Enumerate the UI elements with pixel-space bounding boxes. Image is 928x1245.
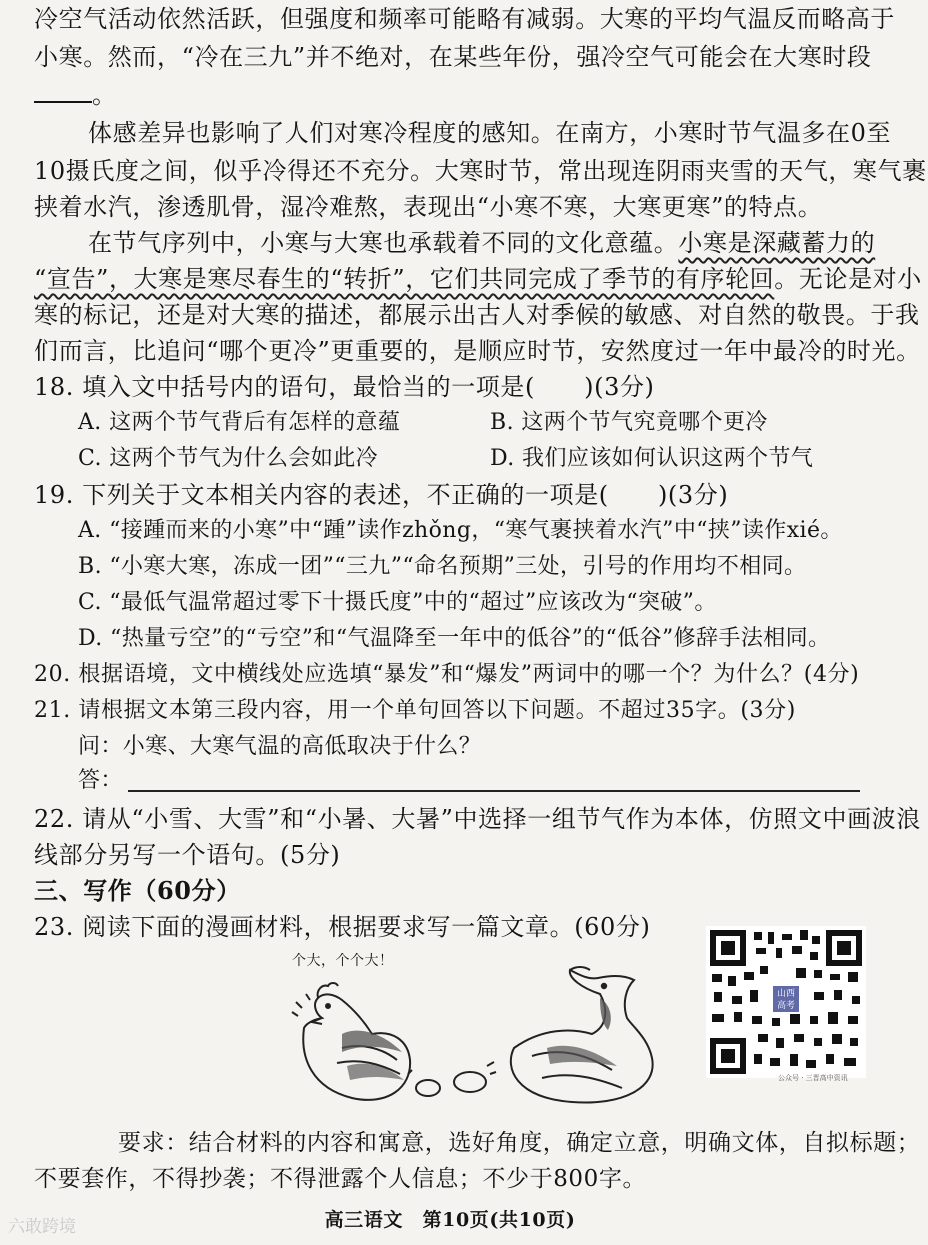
q19-option-b: B. “小寒大寒，冻成一团”“三九”“命名预期”三处，引号的作用均不相同。 xyxy=(78,554,807,579)
question-18: 18. 填入文中括号内的语句，最恰当的一项是( )(3分) xyxy=(34,373,655,401)
question-22: 22. 请从“小雪、大雪”和“小暑、大暑”中选择一组节气作为本体，仿照文中画波浪 xyxy=(34,805,921,833)
question-19: 19. 下列关于文本相关内容的表述，不正确的一项是( )(3分) xyxy=(34,481,729,509)
goose-drawing xyxy=(511,967,653,1103)
q19-option-d: D. “热量亏空”的“亏空”和“气温降至一年中的低谷”的“低谷”修辞手法相同。 xyxy=(78,626,831,651)
paragraph-line: 们而言，比追问“哪个更冷”更重要的，是顺应时节，安然度过一年中最冷的时光。 xyxy=(34,337,921,365)
q19-option-c: C. “最低气温常超过零下十摄氏度”中的“超过”应该改为“突破”。 xyxy=(78,590,717,615)
writing-requirement-cont: 不要套作，不得抄袭；不得泄露个人信息；不少于800字。 xyxy=(34,1166,647,1192)
paragraph-text: 。无论是对小 xyxy=(774,265,922,293)
fill-blank xyxy=(34,81,92,103)
q18-option-d: D. 我们应该如何认识这两个节气 xyxy=(490,446,814,471)
q21-answer-label: 答： xyxy=(78,768,123,793)
writing-requirement: 要求：结合材料的内容和寓意，选好角度，确定立意，明确文体，自拟标题； xyxy=(118,1130,921,1156)
paragraph-line xyxy=(34,80,874,110)
q18-option-c: C. 这两个节气为什么会如此冷 xyxy=(78,446,379,471)
question-22-cont: 线部分另写一个语句。(5分) xyxy=(34,841,341,869)
qr-caption: 公众号 · 三晋高中资讯 xyxy=(778,1074,848,1082)
paragraph-text: 在节气序列中，小寒与大寒也承载着不同的文化意蕴。 xyxy=(88,229,679,257)
wavy-underlined-text: 小寒是深藏蓄力的 xyxy=(678,229,876,257)
paragraph-line xyxy=(88,228,928,258)
paragraph-line: 10摄氏度之间，似乎冷得还不充分。大寒时节，常出现连阴雨夹雪的天气，寒气裹 xyxy=(34,157,927,185)
paragraph-line: 体感差异也影响了人们对寒冷程度的感知。在南方，小寒时节气温多在0至 xyxy=(88,119,892,147)
paragraph-line: 冷空气活动依然活跃，但强度和频率可能略有减弱。大寒的平均气温反而略高于 xyxy=(34,5,895,33)
question-23: 23. 阅读下面的漫画材料，根据要求写一篇文章。(60分) xyxy=(34,913,651,941)
q18-option-a: A. 这两个节气背后有怎样的意蕴 xyxy=(78,410,401,435)
answer-line[interactable] xyxy=(128,790,860,792)
question-20: 20. 根据语境，文中横线处应选填“暴发”和“爆发”两词中的哪一个？为什么？(4分) xyxy=(34,662,860,687)
cartoon-hen-and-goose xyxy=(282,948,662,1108)
section-title-writing: 三、写作（60分） xyxy=(34,876,241,905)
wavy-underlined-text: “宣告”，大寒是寒尽春生的“转折”，它们共同完成了季节的有序轮回 xyxy=(34,265,775,293)
qr-center-logo: 山西高考 xyxy=(771,984,801,1014)
question-21: 21. 请根据文本第三段内容，用一个单句回答以下问题。不超过35字。(3分) xyxy=(34,698,796,723)
hen-feathers xyxy=(342,1031,404,1080)
watermark: 六敢跨境 xyxy=(8,1217,76,1237)
paragraph-line: 小寒。然而，“冷在三九”并不绝对，在某些年份，强冷空气可能会在大寒时段 xyxy=(34,43,872,71)
paragraph-line: 寒的标记，还是对大寒的描述，都展示出古人对季候的敏感、对自然的敬畏。于我 xyxy=(34,301,920,329)
page-footer: 高三语文 第10页(共10页) xyxy=(324,1209,576,1231)
period: 。 xyxy=(92,81,117,109)
egg-small xyxy=(408,1062,496,1096)
q21-question: 问：小寒、大寒气温的高低取决于什么？ xyxy=(78,734,482,759)
q19-option-a: A. “接踵而来的小寒”中“踵”读作zhǒng，“寒气裹挟着水汽”中“挟”读作xié。 xyxy=(78,518,843,543)
paragraph-line xyxy=(34,264,922,294)
q18-option-b: B. 这两个节气究竟哪个更冷 xyxy=(490,410,768,435)
paragraph-line: 挟着水汽，渗透肌骨，湿冷难熬，表现出“小寒不寒，大寒更寒”的特点。 xyxy=(34,193,823,221)
speech-text: 个大，个个大！ xyxy=(292,953,394,969)
